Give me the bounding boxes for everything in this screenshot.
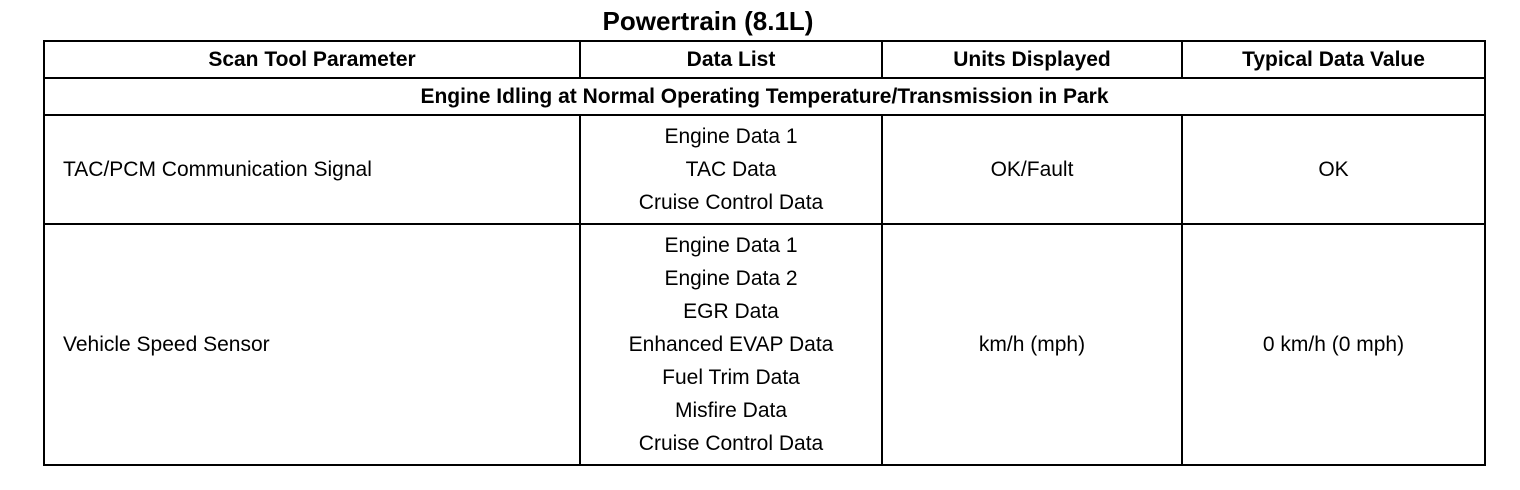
parameter-cell: Vehicle Speed Sensor (44, 224, 580, 465)
table-row (44, 115, 1485, 224)
section-row (44, 78, 1485, 115)
data-list-item: Engine Data 2 (664, 267, 798, 290)
data-list-item: Enhanced EVAP Data (628, 333, 834, 356)
typical-value-cell: OK (1182, 115, 1485, 224)
scan-tool-data-table (43, 40, 1486, 466)
data-list-item: EGR Data (683, 300, 779, 323)
units-cell: OK/Fault (882, 115, 1182, 224)
data-list-item: Engine Data 1 (664, 125, 798, 148)
header-scan-tool-parameter: Scan Tool Parameter (44, 41, 580, 78)
table-row (44, 224, 1485, 465)
data-list-cell (580, 115, 882, 224)
data-list-item: Cruise Control Data (638, 432, 824, 455)
data-list-cell (580, 224, 882, 465)
table-header-row (44, 41, 1485, 78)
parameter-cell: TAC/PCM Communication Signal (44, 115, 580, 224)
data-list-item: Engine Data 1 (664, 234, 798, 257)
typical-value-cell: 0 km/h (0 mph) (1182, 224, 1485, 465)
units-cell: km/h (mph) (882, 224, 1182, 465)
header-units-displayed: Units Displayed (882, 41, 1182, 78)
page-title: Powertrain (8.1L) (602, 6, 814, 36)
data-list-item: Fuel Trim Data (662, 366, 800, 389)
data-list-item: TAC Data (685, 158, 777, 181)
header-typical-data-value: Typical Data Value (1182, 41, 1485, 78)
section-heading: Engine Idling at Normal Operating Temperature/Transmission in Park (44, 78, 1485, 115)
header-data-list: Data List (580, 41, 882, 78)
data-list-item: Cruise Control Data (638, 191, 824, 214)
data-list-item: Misfire Data (674, 399, 788, 422)
